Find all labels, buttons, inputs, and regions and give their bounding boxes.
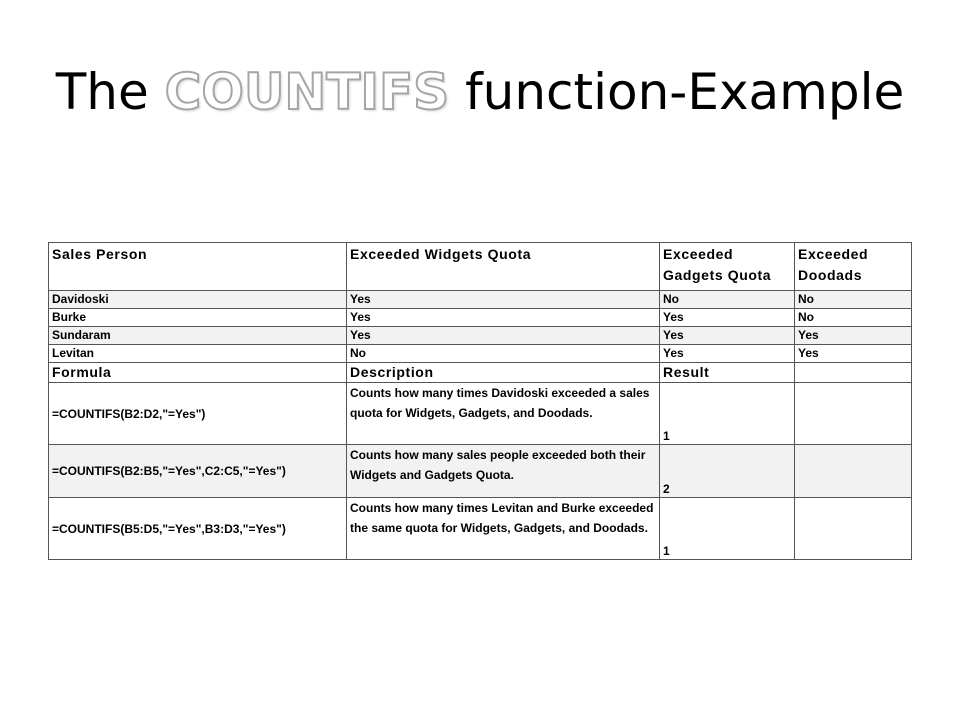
table-row bbox=[49, 327, 912, 345]
cell: Levitan bbox=[49, 345, 347, 363]
cell: Yes bbox=[795, 327, 912, 345]
cell: Yes bbox=[795, 345, 912, 363]
countifs-example-table bbox=[48, 242, 912, 560]
formula-cell: =COUNTIFS(B5:D5,"=Yes",B3:D3,"=Yes") bbox=[49, 498, 347, 560]
result-cell: 1 bbox=[660, 383, 795, 445]
cell: Yes bbox=[660, 309, 795, 327]
description-cell: Counts how many times Levitan and Burke exceeded the same quota for Widgets, Gadgets, and Doodads. bbox=[347, 498, 660, 560]
cell: Yes bbox=[347, 309, 660, 327]
header-cell: Description bbox=[347, 363, 660, 383]
result-cell: 2 bbox=[660, 445, 795, 498]
empty-cell bbox=[795, 498, 912, 560]
cell: Sundaram bbox=[49, 327, 347, 345]
header-cell: Result bbox=[660, 363, 795, 383]
cell: No bbox=[660, 291, 795, 309]
cell: Yes bbox=[660, 345, 795, 363]
header-cell: Sales Person bbox=[49, 243, 347, 291]
formula-row bbox=[49, 383, 912, 445]
cell: Yes bbox=[347, 291, 660, 309]
formula-header-row bbox=[49, 363, 912, 383]
slide-title bbox=[0, 52, 960, 132]
cell: Burke bbox=[49, 309, 347, 327]
table-row bbox=[49, 345, 912, 363]
cell: Davidoski bbox=[49, 291, 347, 309]
result-cell: 1 bbox=[660, 498, 795, 560]
empty-cell bbox=[795, 445, 912, 498]
formula-row bbox=[49, 445, 912, 498]
title-before: The bbox=[55, 63, 149, 121]
header-cell: Formula bbox=[49, 363, 347, 383]
header-cell: Exceeded Widgets Quota bbox=[347, 243, 660, 291]
table-row bbox=[49, 291, 912, 309]
description-cell: Counts how many sales people exceeded both their Widgets and Gadgets Quota. bbox=[347, 445, 660, 498]
cell: No bbox=[795, 309, 912, 327]
cell: No bbox=[347, 345, 660, 363]
header-row bbox=[49, 243, 912, 291]
formula-cell: =COUNTIFS(B2:B5,"=Yes",C2:C5,"=Yes") bbox=[49, 445, 347, 498]
title-after: function-Example bbox=[465, 63, 905, 121]
empty-cell bbox=[795, 383, 912, 445]
title-emphasis: COUNTIFS bbox=[164, 63, 450, 121]
cell: Yes bbox=[660, 327, 795, 345]
description-cell: Counts how many times Davidoski exceeded a sales quota for Widgets, Gadgets, and Doodads. bbox=[347, 383, 660, 445]
formula-row bbox=[49, 498, 912, 560]
cell: Yes bbox=[347, 327, 660, 345]
header-cell: Exceeded Doodads bbox=[795, 243, 912, 291]
formula-cell: =COUNTIFS(B2:D2,"=Yes") bbox=[49, 383, 347, 445]
empty-cell bbox=[795, 363, 912, 383]
cell: No bbox=[795, 291, 912, 309]
header-cell: Exceeded Gadgets Quota bbox=[660, 243, 795, 291]
table-row bbox=[49, 309, 912, 327]
